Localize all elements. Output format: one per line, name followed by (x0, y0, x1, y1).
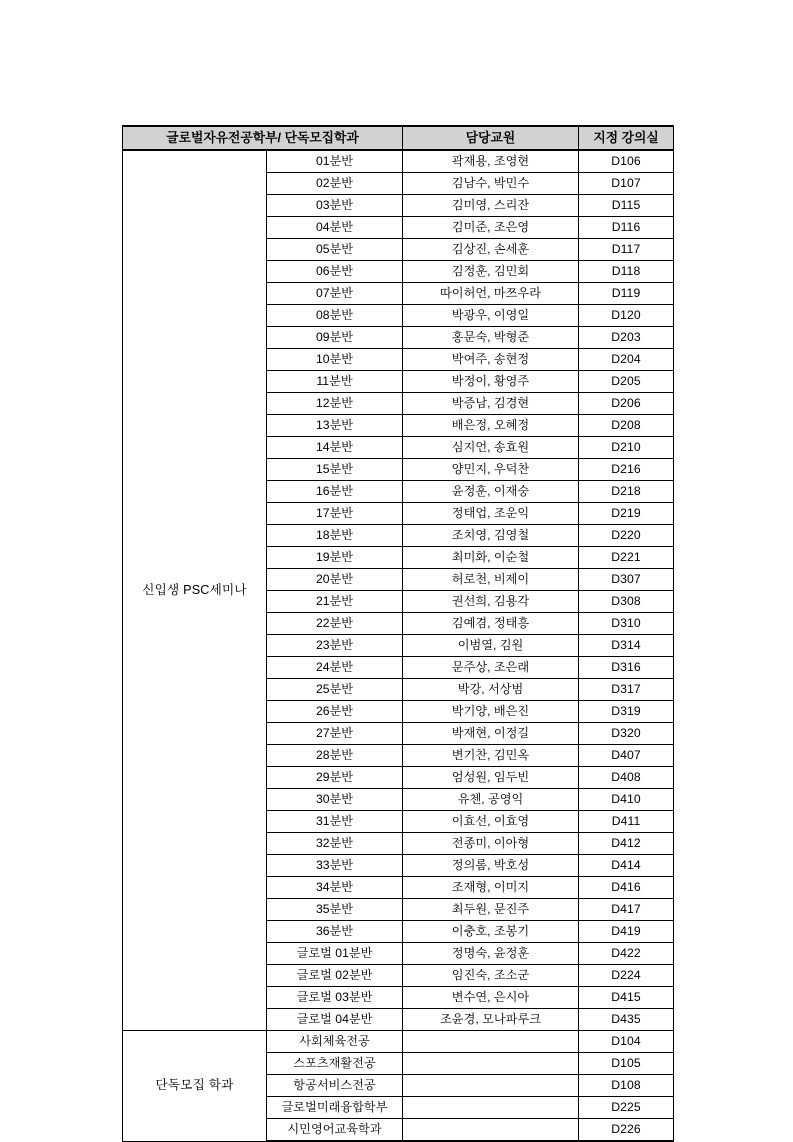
room-cell: D216 (579, 459, 674, 481)
class-name-cell: 36분반 (267, 921, 403, 943)
table-row (123, 150, 674, 173)
class-name-cell: 04분반 (267, 217, 403, 239)
teacher-cell: 심지언, 송효원 (403, 437, 579, 459)
teacher-cell: 최두원, 문진주 (403, 899, 579, 921)
class-name-cell: 15분반 (267, 459, 403, 481)
room-cell: D120 (579, 305, 674, 327)
teacher-cell: 김미준, 조은영 (403, 217, 579, 239)
class-name-cell: 16분반 (267, 481, 403, 503)
header-row (123, 126, 674, 150)
room-cell: D307 (579, 569, 674, 591)
group-label-cell: 신입생 PSC세미나 (123, 150, 267, 1031)
room-cell: D225 (579, 1097, 674, 1119)
class-name-cell: 17분반 (267, 503, 403, 525)
room-cell: D320 (579, 723, 674, 745)
room-cell: D203 (579, 327, 674, 349)
teacher-cell: 양민지, 우덕찬 (403, 459, 579, 481)
class-name-cell: 11분반 (267, 371, 403, 393)
room-cell: D414 (579, 855, 674, 877)
room-cell: D224 (579, 965, 674, 987)
class-name-cell: 12분반 (267, 393, 403, 415)
class-name-cell: 스포츠재활전공 (267, 1053, 403, 1075)
class-name-cell: 20분반 (267, 569, 403, 591)
teacher-cell: 박재현, 이정길 (403, 723, 579, 745)
table-header (123, 126, 674, 150)
teacher-cell: 허로천, 비제이 (403, 569, 579, 591)
teacher-cell: 배은정, 오혜정 (403, 415, 579, 437)
room-cell: D218 (579, 481, 674, 503)
teacher-cell: 이충호, 조봉기 (403, 921, 579, 943)
teacher-cell (403, 1097, 579, 1119)
teacher-cell: 정태업, 조운익 (403, 503, 579, 525)
room-cell: D107 (579, 173, 674, 195)
teacher-cell: 문주상, 조은래 (403, 657, 579, 679)
room-cell: D310 (579, 613, 674, 635)
teacher-cell: 박여주, 송현정 (403, 349, 579, 371)
class-name-cell: 08분반 (267, 305, 403, 327)
class-name-cell: 22분반 (267, 613, 403, 635)
room-cell: D435 (579, 1009, 674, 1031)
teacher-cell: 이효선, 이효영 (403, 811, 579, 833)
class-name-cell: 07분반 (267, 283, 403, 305)
room-cell: D416 (579, 877, 674, 899)
class-name-cell: 23분반 (267, 635, 403, 657)
class-name-cell: 27분반 (267, 723, 403, 745)
room-cell: D316 (579, 657, 674, 679)
class-name-cell: 29분반 (267, 767, 403, 789)
room-cell: D115 (579, 195, 674, 217)
teacher-cell: 유첸, 공영익 (403, 789, 579, 811)
room-cell: D204 (579, 349, 674, 371)
table-body (123, 150, 674, 1141)
room-cell: D419 (579, 921, 674, 943)
teacher-cell (403, 1053, 579, 1075)
class-name-cell: 항공서비스전공 (267, 1075, 403, 1097)
teacher-cell: 변기찬, 김민옥 (403, 745, 579, 767)
teacher-cell: 엄성원, 임두빈 (403, 767, 579, 789)
class-name-cell: 25분반 (267, 679, 403, 701)
class-name-cell: 사회체육전공 (267, 1031, 403, 1053)
room-cell: D412 (579, 833, 674, 855)
teacher-cell: 박정이, 황영주 (403, 371, 579, 393)
teacher-cell (403, 1119, 579, 1142)
class-name-cell: 21분반 (267, 591, 403, 613)
class-name-cell: 19분반 (267, 547, 403, 569)
header-group-department: 글로벌자유전공학부/ 단독모집학과 (123, 126, 403, 150)
teacher-cell (403, 1075, 579, 1097)
room-cell: D220 (579, 525, 674, 547)
class-name-cell: 03분반 (267, 195, 403, 217)
room-cell: D408 (579, 767, 674, 789)
class-assignment-table-container (122, 125, 673, 1142)
teacher-cell: 따이허언, 마쯔우라 (403, 283, 579, 305)
teacher-cell: 홍문숙, 박형준 (403, 327, 579, 349)
class-name-cell: 05분반 (267, 239, 403, 261)
room-cell: D206 (579, 393, 674, 415)
room-cell: D317 (579, 679, 674, 701)
teacher-cell: 박기양, 배은진 (403, 701, 579, 723)
class-name-cell: 01분반 (267, 150, 403, 173)
room-cell: D314 (579, 635, 674, 657)
teacher-cell: 박강, 서상범 (403, 679, 579, 701)
teacher-cell: 변수연, 은시아 (403, 987, 579, 1009)
teacher-cell (403, 1031, 579, 1053)
teacher-cell: 임진숙, 조소군 (403, 965, 579, 987)
class-name-cell: 글로벌 02분반 (267, 965, 403, 987)
room-cell: D105 (579, 1053, 674, 1075)
teacher-cell: 김미영, 스리잔 (403, 195, 579, 217)
room-cell: D219 (579, 503, 674, 525)
teacher-cell: 박광우, 이영일 (403, 305, 579, 327)
class-name-cell: 10분반 (267, 349, 403, 371)
teacher-cell: 권선희, 김용각 (403, 591, 579, 613)
class-name-cell: 35분반 (267, 899, 403, 921)
class-assignment-table (122, 125, 674, 1142)
room-cell: D415 (579, 987, 674, 1009)
teacher-cell: 전종미, 이아형 (403, 833, 579, 855)
teacher-cell: 이범열, 김원 (403, 635, 579, 657)
class-name-cell: 06분반 (267, 261, 403, 283)
teacher-cell: 박증남, 김경현 (403, 393, 579, 415)
class-name-cell: 31분반 (267, 811, 403, 833)
teacher-cell: 조윤경, 모나파루크 (403, 1009, 579, 1031)
teacher-cell: 정명숙, 윤정훈 (403, 943, 579, 965)
room-cell: D106 (579, 150, 674, 173)
teacher-cell: 최미화, 이순철 (403, 547, 579, 569)
room-cell: D104 (579, 1031, 674, 1053)
room-cell: D118 (579, 261, 674, 283)
teacher-cell: 김남수, 박민수 (403, 173, 579, 195)
teacher-cell: 김상진, 손세훈 (403, 239, 579, 261)
room-cell: D422 (579, 943, 674, 965)
room-cell: D411 (579, 811, 674, 833)
room-cell: D221 (579, 547, 674, 569)
teacher-cell: 김정훈, 김민회 (403, 261, 579, 283)
teacher-cell: 조재형, 이미지 (403, 877, 579, 899)
class-name-cell: 34분반 (267, 877, 403, 899)
class-name-cell: 14분반 (267, 437, 403, 459)
room-cell: D117 (579, 239, 674, 261)
room-cell: D108 (579, 1075, 674, 1097)
class-name-cell: 26분반 (267, 701, 403, 723)
class-name-cell: 13분반 (267, 415, 403, 437)
teacher-cell: 김예겸, 정태흥 (403, 613, 579, 635)
room-cell: D407 (579, 745, 674, 767)
class-name-cell: 글로벌미래융합학부 (267, 1097, 403, 1119)
class-name-cell: 24분반 (267, 657, 403, 679)
group-label-cell: 단독모집 학과 (123, 1031, 267, 1142)
room-cell: D210 (579, 437, 674, 459)
room-cell: D417 (579, 899, 674, 921)
header-teacher: 담당교원 (403, 126, 579, 150)
teacher-cell: 조치영, 김영철 (403, 525, 579, 547)
room-cell: D116 (579, 217, 674, 239)
teacher-cell: 곽재용, 조영현 (403, 150, 579, 173)
class-name-cell: 시민영어교육학과 (267, 1119, 403, 1142)
class-name-cell: 30분반 (267, 789, 403, 811)
class-name-cell: 글로벌 01분반 (267, 943, 403, 965)
room-cell: D226 (579, 1119, 674, 1142)
room-cell: D208 (579, 415, 674, 437)
table-row (123, 1031, 674, 1053)
class-name-cell: 28분반 (267, 745, 403, 767)
class-name-cell: 02분반 (267, 173, 403, 195)
room-cell: D308 (579, 591, 674, 613)
room-cell: D410 (579, 789, 674, 811)
header-room: 지정 강의실 (579, 126, 674, 150)
room-cell: D205 (579, 371, 674, 393)
room-cell: D319 (579, 701, 674, 723)
room-cell: D119 (579, 283, 674, 305)
class-name-cell: 글로벌 04분반 (267, 1009, 403, 1031)
class-name-cell: 09분반 (267, 327, 403, 349)
teacher-cell: 윤정훈, 이재숭 (403, 481, 579, 503)
class-name-cell: 33분반 (267, 855, 403, 877)
class-name-cell: 32분반 (267, 833, 403, 855)
class-name-cell: 글로벌 03분반 (267, 987, 403, 1009)
class-name-cell: 18분반 (267, 525, 403, 547)
teacher-cell: 정의롬, 박호성 (403, 855, 579, 877)
